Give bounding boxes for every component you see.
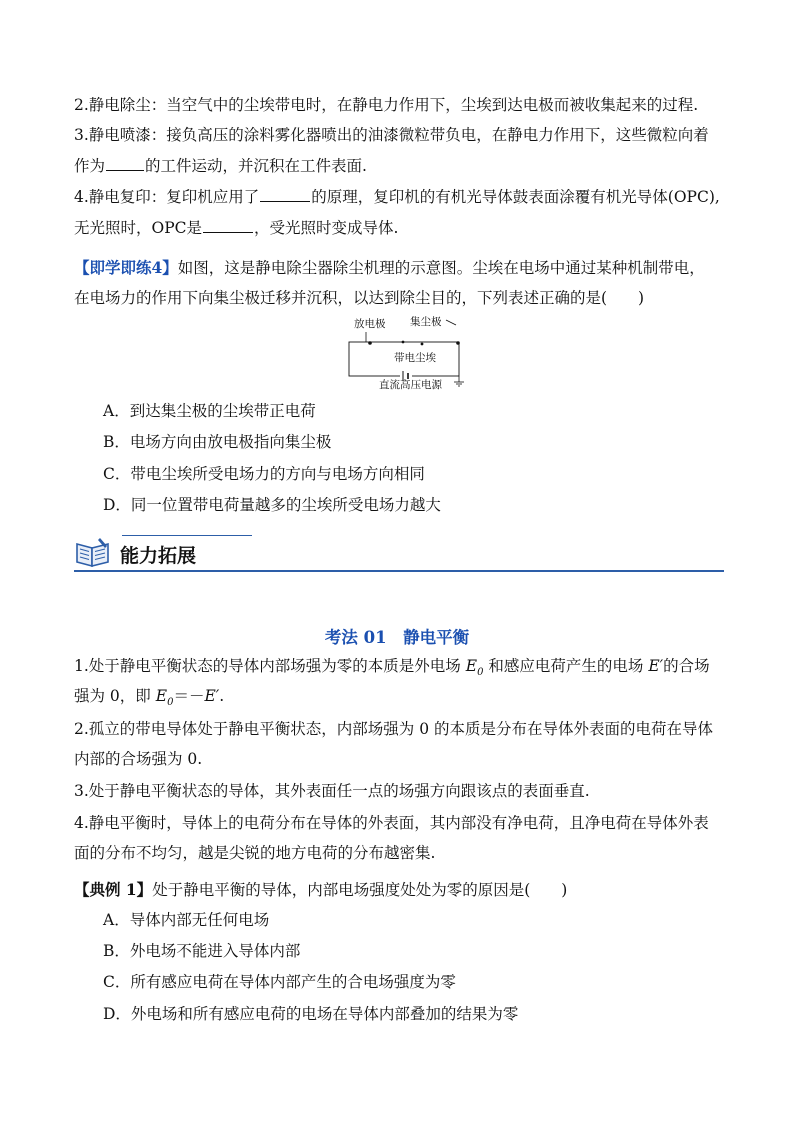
section-title: 能力拓展: [120, 545, 197, 567]
fill-blank-3: [203, 217, 253, 233]
section-underline: [74, 570, 724, 572]
section-top-rule: [122, 535, 252, 536]
example-option-b[interactable]: B．外电场不能进入导体内部: [103, 942, 301, 960]
collector-electrode-label: 集尘极: [410, 316, 442, 328]
discharge-electrode: [368, 341, 372, 345]
section-header: [74, 532, 724, 572]
equation: $E_0=-E'$: [155, 687, 220, 709]
point-4-line-2: 面的分布不均匀，越是尖锐的地方电荷的分布越密集.: [74, 844, 436, 862]
point-3: 3.处于静电平衡状态的导体，其外表面任一点的场强方向跟该点的表面垂直.: [74, 782, 590, 800]
intro-line-2: 3.静电喷漆：接负高压的涂料雾化器喷出的油漆微粒带负电，在静电力作用下，这些微粒向着: [74, 126, 709, 144]
practice-option-a[interactable]: A．到达集尘极的尘埃带正电荷: [103, 402, 316, 420]
practice-question-line-1: 【即学即练4】如图，这是静电除尘器除尘机理的示意图。尘埃在电场中通过某种机制带电，: [74, 258, 705, 277]
example-option-c[interactable]: C．所有感应电荷在导体内部产生的合电场强度为零: [103, 973, 456, 991]
point-2-line-1: 2.孤立的带电导体处于静电平衡状态，内部场强为 0 的本质是分布在导体外表面的电荷在导体: [74, 720, 714, 738]
intro-line-3: 作为 的工件运动，并沉积在工件表面.: [74, 157, 367, 175]
e0-symbol: $E_0$: [465, 657, 484, 679]
collector-electrode: [456, 341, 460, 345]
practice-option-c[interactable]: C．带电尘埃所受电场力的方向与电场方向相同: [103, 465, 425, 483]
e-prime-symbol: E′: [648, 657, 664, 675]
example-question: 【典例 1】处于静电平衡的导体，内部电场强度处处为零的原因是( ): [74, 880, 568, 899]
intro-line-1: 2.静电除尘：当空气中的尘埃带电时，在静电力作用下，尘埃到达电极而被收集起来的过程.: [74, 96, 699, 114]
charged-dust-label: 带电尘埃: [394, 352, 436, 364]
point-2-line-2: 内部的合场强为 0.: [74, 750, 203, 768]
intro-line-5: 无光照时，OPC是 ，受光照时变成导体.: [74, 219, 399, 237]
practice-option-d[interactable]: D．同一位置带电荷量越多的尘埃所受电场力越大: [103, 496, 441, 514]
practice-question-line-2: 在电场力的作用下向集尘极迁移并沉积，以达到除尘目的，下列表述正确的是( ): [74, 289, 645, 307]
dust-particle-2: [421, 343, 424, 346]
fill-blank-2: [260, 186, 310, 202]
collector-pointer: [446, 320, 456, 325]
dc-high-voltage-label: 直流高压电源: [379, 379, 442, 390]
point-4-line-1: 4.静电平衡时，导体上的电荷分布在导体的外表面，其内部没有净电荷，且净电荷在导体外表: [74, 814, 709, 832]
discharge-electrode-label: 放电极: [354, 318, 386, 330]
kaofa-title: 考法 01 静电平衡: [324, 628, 470, 647]
practice-option-b[interactable]: B．电场方向由放电极指向集尘极: [103, 433, 332, 451]
dust-particle-1: [402, 341, 405, 344]
point-1-line-2: 强为 0，即 $E_0=-E'$.: [74, 687, 225, 709]
book-icon: [74, 536, 114, 568]
practice-tag: 【即学即练4】: [74, 258, 178, 277]
example-tag: 【典例 1】: [74, 880, 153, 899]
example-option-a[interactable]: A．导体内部无任何电场: [103, 911, 270, 929]
fill-blank-1: [106, 155, 144, 171]
point-1-line-1: 1.处于静电平衡状态的导体内部场强为零的本质是外电场 $E_0$ 和感应电荷产生的电场 E′的合场: [74, 657, 710, 679]
example-option-d[interactable]: D．外电场和所有感应电荷的电场在导体内部叠加的结果为零: [103, 1005, 519, 1023]
intro-line-4: 4.静电复印：复印机应用了 的原理，复印机的有机光导体鼓表面涂覆有机光导体(OPC),: [74, 188, 720, 206]
electrostatic-precipitator-diagram: [342, 312, 482, 390]
